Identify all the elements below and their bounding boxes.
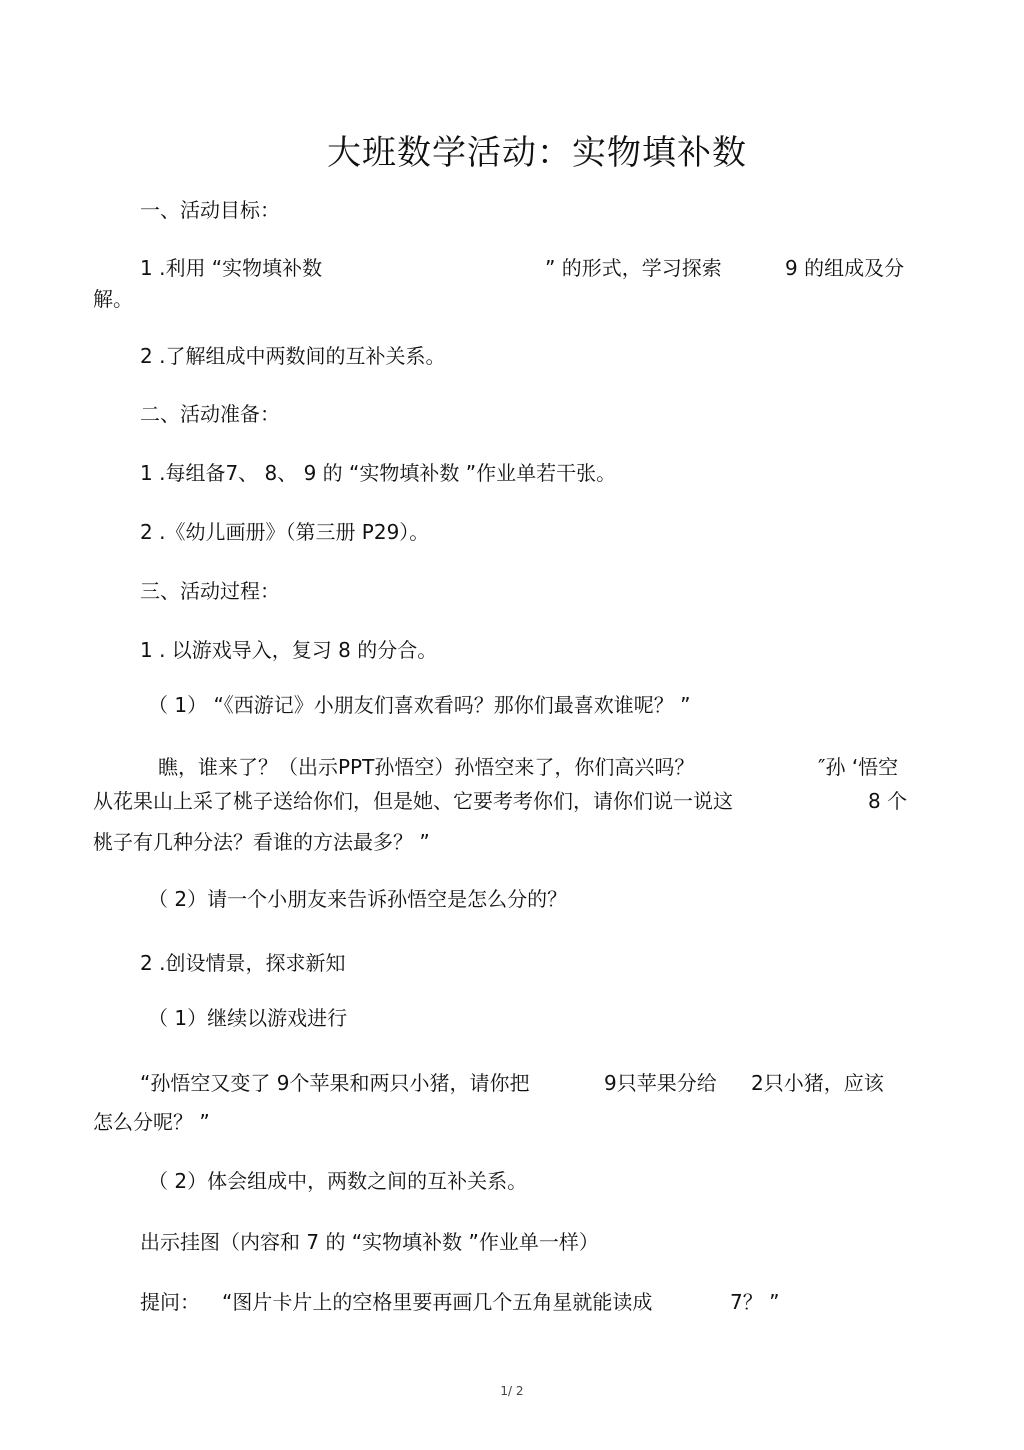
step-2: 2 .创设情景，探求新知 [140, 951, 346, 975]
goal-1-part-d: 解。 [93, 287, 133, 311]
goal-1-part-b: ” 的形式，学习探索 [545, 256, 722, 280]
section-heading-goals: 一、活动目标： [140, 198, 280, 222]
show-chart-line: 出示挂图（内容和 7 的 “实物填补数 ”作业单一样） [140, 1230, 599, 1254]
goal-1-part-a: 1 .利用 “实物填补数 [140, 256, 323, 280]
para-line-1b: ″孙 ‘悟空 [818, 755, 899, 779]
para-line-1a: 瞧，谁来了？（出示PPT孙悟空）孙悟空来了，你们高兴吗？ [158, 755, 695, 779]
quote-line-2: 怎么分呢？ ” [93, 1110, 210, 1134]
prep-2: 2 .《幼儿画册》（第三册 P29）。 [140, 520, 430, 544]
question-text: “图片卡片上的空格里要再画几个五角星就能读成 [222, 1290, 653, 1314]
para-line-2b: 8 个 [868, 789, 908, 813]
question-label: 提问： [140, 1290, 200, 1314]
step-1-2: （ 2）请一个小朋友来告诉孙悟空是怎么分的？ [148, 887, 568, 911]
step-1: 1 . 以游戏导入，复习 8 的分合。 [140, 638, 438, 662]
quote-line-1a: “孙悟空又变了 9个苹果和两只小猪，请你把 [140, 1071, 530, 1095]
para-line-2a: 从花果山上采了桃子送给你们，但是她、它要考考你们，请你们说一说这 [93, 789, 733, 813]
step-2-1: （ 1）继续以游戏进行 [148, 1006, 348, 1030]
step-2-2: （ 2）体会组成中，两数之间的互补关系。 [148, 1169, 528, 1193]
prep-1: 1 .每组备7、 8、 9 的 “实物填补数 ”作业单若干张。 [140, 461, 617, 485]
goal-2: 2 .了解组成中两数间的互补关系。 [140, 344, 446, 368]
section-heading-prep: 二、活动准备： [140, 402, 280, 426]
step-1-1: （ 1） “《西游记》小朋友们喜欢看吗？那你们最喜欢谁呢？ ” [148, 693, 691, 717]
para-line-3: 桃子有几种分法？看谁的方法最多？ ” [93, 830, 430, 854]
page-number: 1/ 2 [500, 1384, 524, 1398]
page-title: 大班数学活动：实物填补数 [327, 133, 747, 173]
quote-line-1b: 9只苹果分给 [604, 1071, 717, 1095]
quote-line-1c: 2只小猪，应该 [751, 1071, 884, 1095]
section-heading-process: 三、活动过程： [140, 579, 280, 603]
question-end: 7？ ” [730, 1290, 780, 1314]
goal-1-part-c: 9 的组成及分 [785, 256, 905, 280]
